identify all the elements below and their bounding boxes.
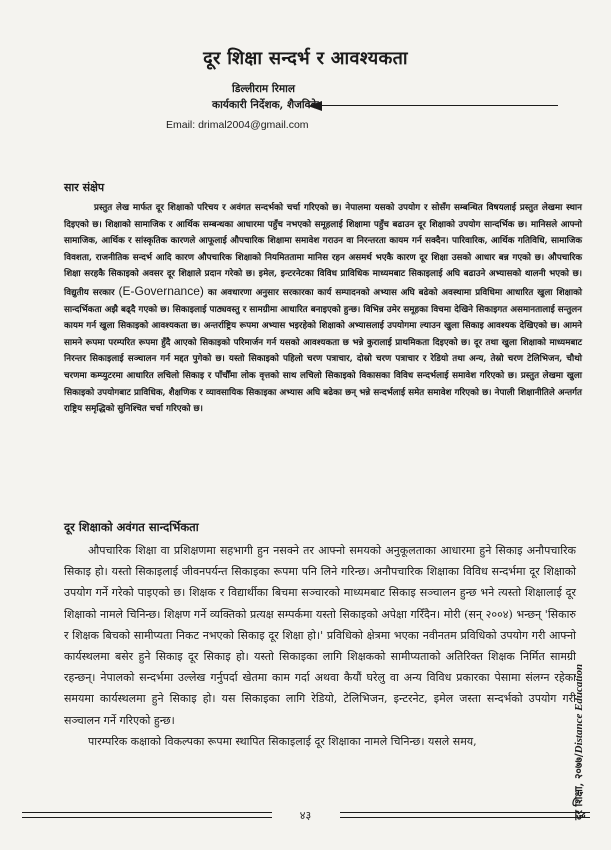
section-heading: दूर शिक्षाको अवंगत सान्दर्भिकता <box>64 520 199 534</box>
author-name: डिल्लीराम रिमाल <box>232 83 295 95</box>
side-title-english: Distance Education <box>573 663 585 754</box>
article-title: दूर शिक्षा सन्दर्भ र आवश्यकता <box>203 48 408 69</box>
body-text <box>64 540 576 752</box>
abstract-text-part2: का अवधारणा अनुसार सरकारका कार्य सम्पादनको अभ्यास अघि बढेको अवस्थामा प्रविधिमा आधारित खुला शिक्षाको सान्दर्भिकता अझै बढ्दै गएको छ। सिकाइलाई पाठ्यवस्तु र सामग्रीमा आधारित बनाइएको हुन्छ। विभिन्न उमेर समूहका विचमा देखिने सिकाइगत असमानतालाई सन्तुलन कायम गर्न खुला सिकाइको आवश्यकता छ। अन्तर्राष्ट्रिय रूपमा अभ्यास भइरहेको शिक्षाको अभ्यासलाई उपयोगमा ल्याउन खुला सिकाइ आवश्यक देखिएको छ। आमने सामने रूपमा परम्परित रूपमा हुँदै आएको सिकाइको परिमार्जन गर्न यसको आवश्यकता छ भन्ने कुरालाई प्राथमिकता दिइएको छ। दूर तथा खुला शिक्षाको माध्यमबाट निरन्तर सिकाइलाई सञ्चालन गर्न मद्दत पुगेको छ। यस्तो सिकाइको पहिलो चरण पत्राचार, दोस्रो चरण पत्राचार र रेडियो तथा अन्य, तेस्रो चरण टेलिभिजन, चौथो चरणमा कम्प्युटरमा आधारित लचिलो सिकाइ र पाँचौँमा लोक वृत्तको साथ लचिलो सिकाइको विकासका विविध सन्दर्भलाई समावेश गरिएको छ। प्रस्तुत लेखमा खुला सिकाइको उपयोगबाट प्राविधिक, शैक्षणिक र व्यावसायिक सिकाइका अभ्यास अघि बढेका छन् भन्ने सन्दर्भलाई समेत समावेश गरिएको छ। नेपाली शिक्षानीतिले अन्तर्गत राष्ट्रिय समृद्धिको सुनिश्चित चर्चा गरिएको छ। <box>64 287 583 415</box>
e-governance-term: (E-Governance) <box>118 283 204 298</box>
body-paragraph-1: औपचारिक शिक्षा वा प्रशिक्षणमा सहभागी हुन नसक्ने तर आफ्नो समयको अनुकूलताका आधारमा हुने सिकाइ अनौपचारिक सिकाइ हो। यस्तो सिकाइलाई जीवनपर्यन्त सिकाइका रूपमा पनि लिने गरिन्छ। अनौपचारिक शिक्षाका विविध सन्दर्भमा दूर शिक्षाको उपयोग गर्ने गरेको पाइएको छ। शिक्षक र विद्यार्थीका बिचमा सञ्चारको माध्यमबाट सिकाइ सञ्चालन हुन्छ भने त्यस्तो शिक्षालाई दूर शिक्षाको नामले चिनिन्छ। शिक्षण गर्ने व्यक्तिको प्रत्यक्ष सम्पर्कमा यस्तो सिकाइको अपेक्षा गरिँदैन। मोरी (सन् २००४) भन्छन् 'सिकारु र शिक्षक बिचको सामीप्यता निकट नभएको सिकाइ दूर शिक्षा हो।' प्रविधिको क्षेत्रमा भएका नवीनतम प्रविधिको उपयोग गरी आफ्नो कार्यस्थलमा बसेर हुने सिकाइ दूर सिकाइ हो। यस्तो सिकाइका लागि शिक्षकको सामीप्यताको अतिरिक्त शिक्षक निर्मित सामग्री रहन्छन्। नेपालको सन्दर्भमा उल्लेख गर्नुपर्दा खेतमा काम गर्दा अथवा कैयौं घरेलु वा अन्य विविध प्रकारका पेसामा संलग्न रहेका समयमा कार्यस्थलमा हुने सिकाइ हो। यस सिकाइका लागि रेडियो, टेलिभिजन, इन्टरनेट, इमेल जस्ता सन्दर्भको उपयोग गरी सञ्चालन गर्ने गरिएको हुन्छ। <box>64 544 576 727</box>
author-divider <box>312 105 558 106</box>
page-number: ४३ <box>299 809 312 822</box>
side-journal-title <box>572 664 586 820</box>
side-title-nepali: दूर शिक्षा, २०७७/ <box>573 753 585 820</box>
abstract-text-part1: प्रस्तुत लेख मार्फत दूर शिक्षाको परिचय र अवंगत सन्दर्भको चर्चा गरिएको छ। नेपालमा यसको उपयोग र सोसँग सम्बन्धित विषयलाई प्रस्तुत लेखमा स्थान दिइएको छ। शिक्षाको सामाजिक र आर्थिक सम्बन्धका आधारमा पहुँच नभएको समूहलाई शिक्षामा पहुँच बढाउन दूर शिक्षाको उपयोग सान्दर्भिक छ। मानिसले आफ्नो सामाजिक, आर्थिक र सांस्कृतिक कारणले आफूलाई औपचारिक शिक्षामा समावेश गराउन वा निरन्तरता कायम गर्न सक्दैन। पारिवारिक, आर्थिक गतिविधि, सामाजिक विवशता, राजनीतिक सन्दर्भ आदि कारण औपचारिक शिक्षाको नियमिततामा मानिस रहन असमर्थ भएकै कारण दूर शिक्षा उसको आधार बन्न गएको छ। औपचारिक शिक्षा सरहकै सिकाइको अवसर दूर शिक्षाले प्रदान गरेको छ। इमेल, इन्टरनेटका विविध प्राविधिक माध्यमबाट सिकाइलाई अघि बढाउने अभ्यासको थालनी भएको छ। विद्युतीय सरकार <box>64 203 582 298</box>
author-role: कार्यकारी निर्देशक, शैजविके <box>212 99 319 111</box>
abstract-heading: सार संक्षेप <box>64 181 105 194</box>
abstract-text <box>64 200 582 418</box>
author-email: Email: drimal2004@gmail.com <box>166 119 309 131</box>
decorative-pointer-icon <box>308 101 322 111</box>
body-paragraph-2: पारम्परिक कक्षाको विकल्पका रूपमा स्थापित सिकाइलाई दूर शिक्षाका नामले चिनिन्छ। यसले समय, <box>88 734 477 748</box>
